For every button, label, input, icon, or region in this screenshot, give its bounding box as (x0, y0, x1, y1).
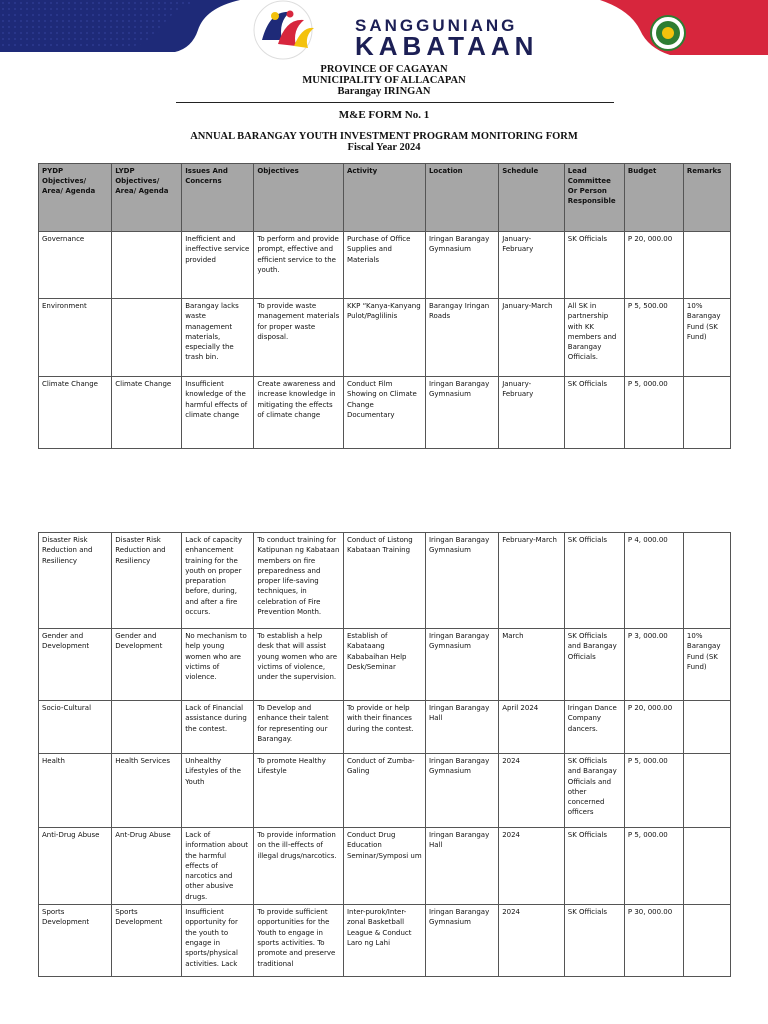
cell: P 5, 000.00 (624, 828, 683, 905)
cell: Iringan Barangay Gymnasium (425, 533, 498, 629)
cell: Purchase of Office Supplies and Materials (343, 232, 425, 299)
cell: Iringan Barangay Hall (425, 828, 498, 905)
barangay-line: Barangay IRINGAN (337, 86, 431, 97)
cell: Health Services (112, 754, 182, 828)
cell: Climate Change (112, 377, 182, 449)
cell: Sports Development (39, 905, 112, 977)
cell: To provide sufficient opportunities for the Youth to engage in sports activities. To promote and preserve traditional (254, 905, 344, 977)
cell: No mechanism to help young women who are victims of violence. (182, 629, 254, 701)
table-row (39, 377, 731, 449)
cell: Climate Change (39, 377, 112, 449)
sk-wordmark (355, 17, 538, 59)
header-budget: Budget (624, 164, 683, 232)
cell: To provide information on the ill-effects of illegal drugs/narcotics. (254, 828, 344, 905)
cell: Barangay Iringan Roads (425, 299, 498, 377)
sk-title-line2: KABATAAN (355, 31, 539, 61)
cell: Iringan Barangay Gymnasium (425, 629, 498, 701)
cell: To provide or help with their finances during the contest. (343, 701, 425, 754)
cell: To perform and provide prompt, effective and efficient service to the youth. (254, 232, 344, 299)
cell: February-March (499, 533, 565, 629)
table-header-row (39, 164, 731, 232)
province-line: PROVINCE OF CAGAYAN (320, 64, 448, 75)
cell: January-February (499, 232, 565, 299)
header-lead: Lead Committee Or Person Responsible (564, 164, 624, 232)
cell: March (499, 629, 565, 701)
fiscal-year: Fiscal Year 2024 (347, 142, 421, 153)
cell: Inefficient and ineffective service provided (182, 232, 254, 299)
cell (683, 905, 730, 977)
table-row (39, 905, 731, 977)
header-divider (176, 102, 614, 103)
cell: SK Officials and Barangay Officials (564, 629, 624, 701)
cell: SK Officials (564, 828, 624, 905)
table-row (39, 299, 731, 377)
header-issues: Issues And Concerns (182, 164, 254, 232)
cell: P 5, 500.00 (624, 299, 683, 377)
cell: Iringan Barangay Gymnasium (425, 905, 498, 977)
cell: Ant-Drug Abuse (112, 828, 182, 905)
table-row (39, 629, 731, 701)
table-row (39, 754, 731, 828)
cell: Iringan Dance Company dancers. (564, 701, 624, 754)
cell (112, 701, 182, 754)
cell (112, 299, 182, 377)
cell: Environment (39, 299, 112, 377)
header-schedule: Schedule (499, 164, 565, 232)
header-lydp: LYDP Objectives/ Area/ Agenda (112, 164, 182, 232)
cell: KKP “Kanya-Kanyang Pulot/Paglilinis (343, 299, 425, 377)
header-remarks: Remarks (683, 164, 730, 232)
cell: Socio-Cultural (39, 701, 112, 754)
cell: Lack of capacity enhancement training for the youth on proper preparation before, during, and after a fire occurs. (182, 533, 254, 629)
cell: To promote Healthy Lifestyle (254, 754, 344, 828)
cell: Conduct Drug Education Seminar/Symposi um (343, 828, 425, 905)
municipal-seal-icon (651, 16, 685, 50)
cell: Gender and Development (112, 629, 182, 701)
monitoring-table-page1 (38, 163, 731, 449)
header-banner (0, 0, 768, 62)
cell: April 2024 (499, 701, 565, 754)
table-row (39, 701, 731, 754)
cell: P 20, 000.00 (624, 701, 683, 754)
cell: P 5, 000.00 (624, 377, 683, 449)
cell: Insufficient opportunity for the youth to engage in sports/physical activities. Lack (182, 905, 254, 977)
cell: Iringan Barangay Hall (425, 701, 498, 754)
form-title: ANNUAL BARANGAY YOUTH INVESTMENT PROGRAM MONITORING FORM (190, 131, 578, 142)
cell: 2024 (499, 905, 565, 977)
cell: SK Officials (564, 377, 624, 449)
cell: To Develop and enhance their talent for representing our Barangay. (254, 701, 344, 754)
cell: January-February (499, 377, 565, 449)
cell: Inter-purok/Inter-zonal Basketball League & Conduct Laro ng Lahi (343, 905, 425, 977)
cell: SK Officials (564, 533, 624, 629)
table-row (39, 232, 731, 299)
cell: P 5, 000.00 (624, 754, 683, 828)
monitoring-table-page2 (38, 532, 731, 977)
header-activity: Activity (343, 164, 425, 232)
cell: Disaster Risk Reduction and Resiliency (39, 533, 112, 629)
cell (683, 533, 730, 629)
cell: Create awareness and increase knowledge in mitigating the effects of climate change (254, 377, 344, 449)
header-objectives: Objectives (254, 164, 344, 232)
cell: Conduct of Listong Kabataan Training (343, 533, 425, 629)
cell: Governance (39, 232, 112, 299)
municipality-line: MUNICIPALITY OF ALLACAPAN (302, 75, 466, 86)
cell: 10% Barangay Fund (SK Fund) (683, 299, 730, 377)
cell: SK Officials and Barangay Officials and other concerned officers (564, 754, 624, 828)
cell (683, 701, 730, 754)
cell: Barangay lacks waste management materials, especially the trash bin. (182, 299, 254, 377)
cell: 2024 (499, 754, 565, 828)
cell: Conduct of Zumba-Galing (343, 754, 425, 828)
cell: Iringan Barangay Gymnasium (425, 377, 498, 449)
cell: Lack of information about the harmful effects of narcotics and other abusive drugs. (182, 828, 254, 905)
cell: Insufficient knowledge of the harmful effects of climate change (182, 377, 254, 449)
cell (683, 377, 730, 449)
cell: To establish a help desk that will assist young women who are victims of violence, under the supervision. (254, 629, 344, 701)
header-location: Location (425, 164, 498, 232)
form-number: M&E FORM No. 1 (338, 109, 430, 121)
header-pydp: PYDP Objectives/ Area/ Agenda (39, 164, 112, 232)
cell: 2024 (499, 828, 565, 905)
cell: SK Officials (564, 905, 624, 977)
cell: 10% Barangay Fund (SK Fund) (683, 629, 730, 701)
cell: SK Officials (564, 232, 624, 299)
cell: Iringan Barangay Gymnasium (425, 232, 498, 299)
cell: Disaster Risk Reduction and Resiliency (112, 533, 182, 629)
cell: Gender and Development (39, 629, 112, 701)
cell: Anti-Drug Abuse (39, 828, 112, 905)
cell: January-March (499, 299, 565, 377)
cell: Lack of Financial assistance during the contest. (182, 701, 254, 754)
cell: Iringan Barangay Gymnasium (425, 754, 498, 828)
cell (683, 232, 730, 299)
table-row (39, 828, 731, 905)
cell (683, 828, 730, 905)
cell: Unhealthy Lifestyles of the Youth (182, 754, 254, 828)
table-row (39, 533, 731, 629)
sk-title-line1: SANGGUNIANG (355, 16, 518, 35)
cell: P 20, 000.00 (624, 232, 683, 299)
cell: P 30, 000.00 (624, 905, 683, 977)
cell: P 4, 000.00 (624, 533, 683, 629)
cell: All SK in partnership with KK members and Barangay Officials. (564, 299, 624, 377)
cell: To provide waste management materials for proper waste disposal. (254, 299, 344, 377)
cell: P 3, 000.00 (624, 629, 683, 701)
cell: Conduct Film Showing on Climate Change Documentary (343, 377, 425, 449)
cell: Establish of Kabataang Kababaihan Help Desk/Seminar (343, 629, 425, 701)
cell (683, 754, 730, 828)
cell: To conduct training for Katipunan ng Kabataan members on fire preparedness and proper life-saving techniques, in celebration of Fire Prevention Month. (254, 533, 344, 629)
cell: Sports Development (112, 905, 182, 977)
cell (112, 232, 182, 299)
cell: Health (39, 754, 112, 828)
